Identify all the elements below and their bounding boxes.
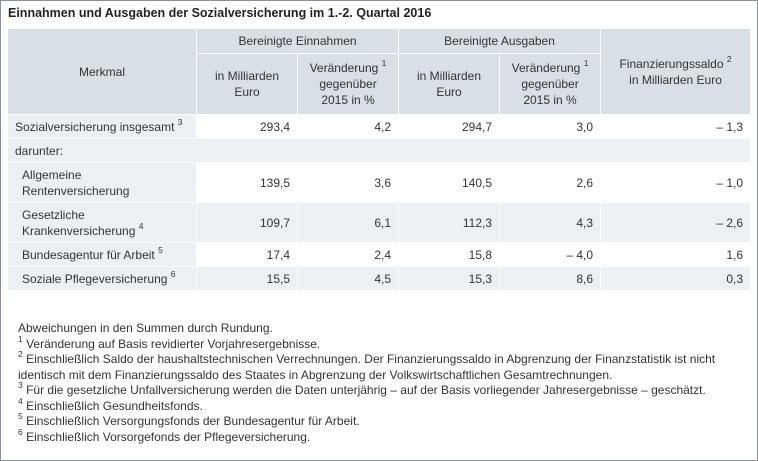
footnote-number: 1 [18, 333, 23, 344]
row-label-text: Rentenversicherung [22, 183, 130, 198]
cell-ausgaben: 140,5 [399, 163, 500, 203]
cell-einnahmen-change: 4,5 [298, 267, 399, 291]
row-label [8, 267, 197, 291]
header-text: gegenüber [319, 77, 377, 91]
row-darunter-label: darunter: [8, 139, 751, 163]
cell-saldo: 1,6 [601, 243, 751, 267]
footnote-ref: 6 [170, 268, 176, 279]
header-ausgaben-mrd [399, 54, 500, 115]
cell-einnahmen-change: 2,4 [298, 243, 399, 267]
table-row-renten [8, 163, 751, 203]
footnote-3 [18, 380, 744, 399]
cell-einnahmen-change: 3,6 [298, 163, 399, 203]
cell-einnahmen: 109,7 [197, 203, 298, 243]
cell-einnahmen-change: 4,2 [298, 115, 399, 139]
footnote-text: Einschließlich Vorsorgefonds der Pflegeversicherung. [26, 429, 311, 444]
footnote-number: 2 [18, 349, 23, 359]
header-text: 2015 in % [321, 93, 375, 107]
row-label-text: Bundesagentur für Arbeit [22, 247, 155, 262]
header-saldo [601, 29, 751, 115]
footnote-number: 4 [18, 395, 23, 406]
header-ausgaben-change [500, 54, 601, 115]
table-row-darunter [8, 139, 751, 163]
header-text: in Milliarden [417, 69, 482, 83]
cell-ausgaben: 294,7 [399, 115, 500, 139]
footnote-1 [18, 333, 744, 353]
cell-ausgaben-change: 4,3 [500, 203, 601, 243]
cell-einnahmen: 139,5 [197, 163, 298, 203]
row-label [8, 163, 197, 203]
cell-saldo: – 1,3 [601, 115, 751, 139]
footnote-text: Für die gesetzliche Unfallversicherung werden die Daten unterjährig – auf der Basis vorliegender Jahresergebnisse – geschätzt. [26, 383, 706, 397]
cell-einnahmen: 15,5 [197, 267, 298, 291]
statistics-table [7, 28, 751, 291]
row-label-text: Krankenversicherung [22, 223, 136, 238]
table-row-arbeit [8, 243, 751, 267]
header-text: 2015 in % [523, 93, 577, 107]
cell-ausgaben-change: 2,6 [500, 163, 601, 203]
cell-ausgaben-change: – 4,0 [500, 243, 601, 267]
footnote-ref: 2 [726, 53, 732, 64]
footnote-rounding: Abweichungen in den Summen durch Rundung. [18, 321, 273, 335]
header-einnahmen-group: Bereinigte Einnahmen [197, 29, 399, 54]
footnote-number: 6 [18, 426, 23, 437]
header-einnahmen-mrd [197, 54, 298, 115]
footnote-ref: 1 [583, 58, 589, 68]
footnotes [18, 321, 744, 445]
row-label-text: Sozialversicherung insgesamt [15, 119, 175, 134]
footnote-text: Einschließlich Versorgungsfonds der Bundesagentur für Arbeit. [26, 414, 360, 428]
footnote-ref: 4 [138, 220, 144, 231]
footnote-number: 3 [18, 380, 23, 390]
cell-ausgaben: 112,3 [399, 203, 500, 243]
footnote-number: 5 [18, 411, 23, 421]
cell-saldo: – 1,0 [601, 163, 751, 203]
header-saldo-label: Finanzierungssaldo [619, 56, 724, 71]
cell-einnahmen-change: 6,1 [298, 203, 399, 243]
header-einnahmen-change [298, 54, 399, 115]
cell-einnahmen: 293,4 [197, 115, 298, 139]
row-label [8, 115, 197, 139]
row-label-text: Gesetzliche [22, 207, 85, 222]
table-row-total [8, 115, 751, 139]
row-label [8, 243, 197, 267]
row-label-text: Soziale Pflegeversicherung [22, 271, 168, 286]
footnote-ref: 5 [158, 244, 163, 255]
table-row-pflege [8, 267, 751, 291]
table-title: Einnahmen und Ausgaben der Sozialversicherung im 1.-2. Quartal 2016 [8, 6, 432, 20]
header-saldo-unit: in Milliarden Euro [629, 72, 722, 87]
cell-saldo: – 2,6 [601, 203, 751, 243]
header-merkmal: Merkmal [8, 29, 197, 115]
header-text: Euro [234, 85, 260, 99]
header-text: Euro [436, 85, 462, 99]
footnote-ref: 3 [177, 116, 183, 127]
table-row-kranken [8, 203, 751, 243]
cell-einnahmen: 17,4 [197, 243, 298, 267]
row-label [8, 203, 197, 243]
footnote-text: Einschließlich Saldo der haushaltstechnischen Verrechnungen. Der Finanzierungssaldo in Abgrenzung der Finanzstatistik ist nicht identisch mit dem Finanzierungssaldo des Staates in Abgrenzung der Volkswirtschaftlichen Gesamtrechnungen. [18, 352, 716, 382]
footnote-2 [18, 349, 744, 383]
header-text: Veränderung [309, 61, 379, 75]
cell-ausgaben: 15,8 [399, 243, 500, 267]
cell-ausgaben-change: 8,6 [500, 267, 601, 291]
cell-ausgaben-change: 3,0 [500, 115, 601, 139]
header-text: Veränderung [511, 61, 581, 75]
cell-saldo: 0,3 [601, 267, 751, 291]
header-ausgaben-group: Bereinigte Ausgaben [399, 29, 601, 54]
header-row-1 [8, 29, 751, 54]
row-label-text: Allgemeine [22, 167, 82, 182]
header-text: gegenüber [521, 77, 579, 91]
footnote-4 [18, 395, 744, 415]
footnote-5 [18, 411, 744, 430]
footnote-ref: 1 [381, 58, 387, 68]
header-text: in Milliarden [214, 69, 280, 83]
footnote-6 [18, 426, 744, 446]
footnote-text: Einschließlich Gesundheitsfonds. [26, 398, 203, 413]
footnote-text: Veränderung auf Basis revidierter Vorjahresergebnisse. [26, 336, 321, 351]
cell-ausgaben: 15,3 [399, 267, 500, 291]
